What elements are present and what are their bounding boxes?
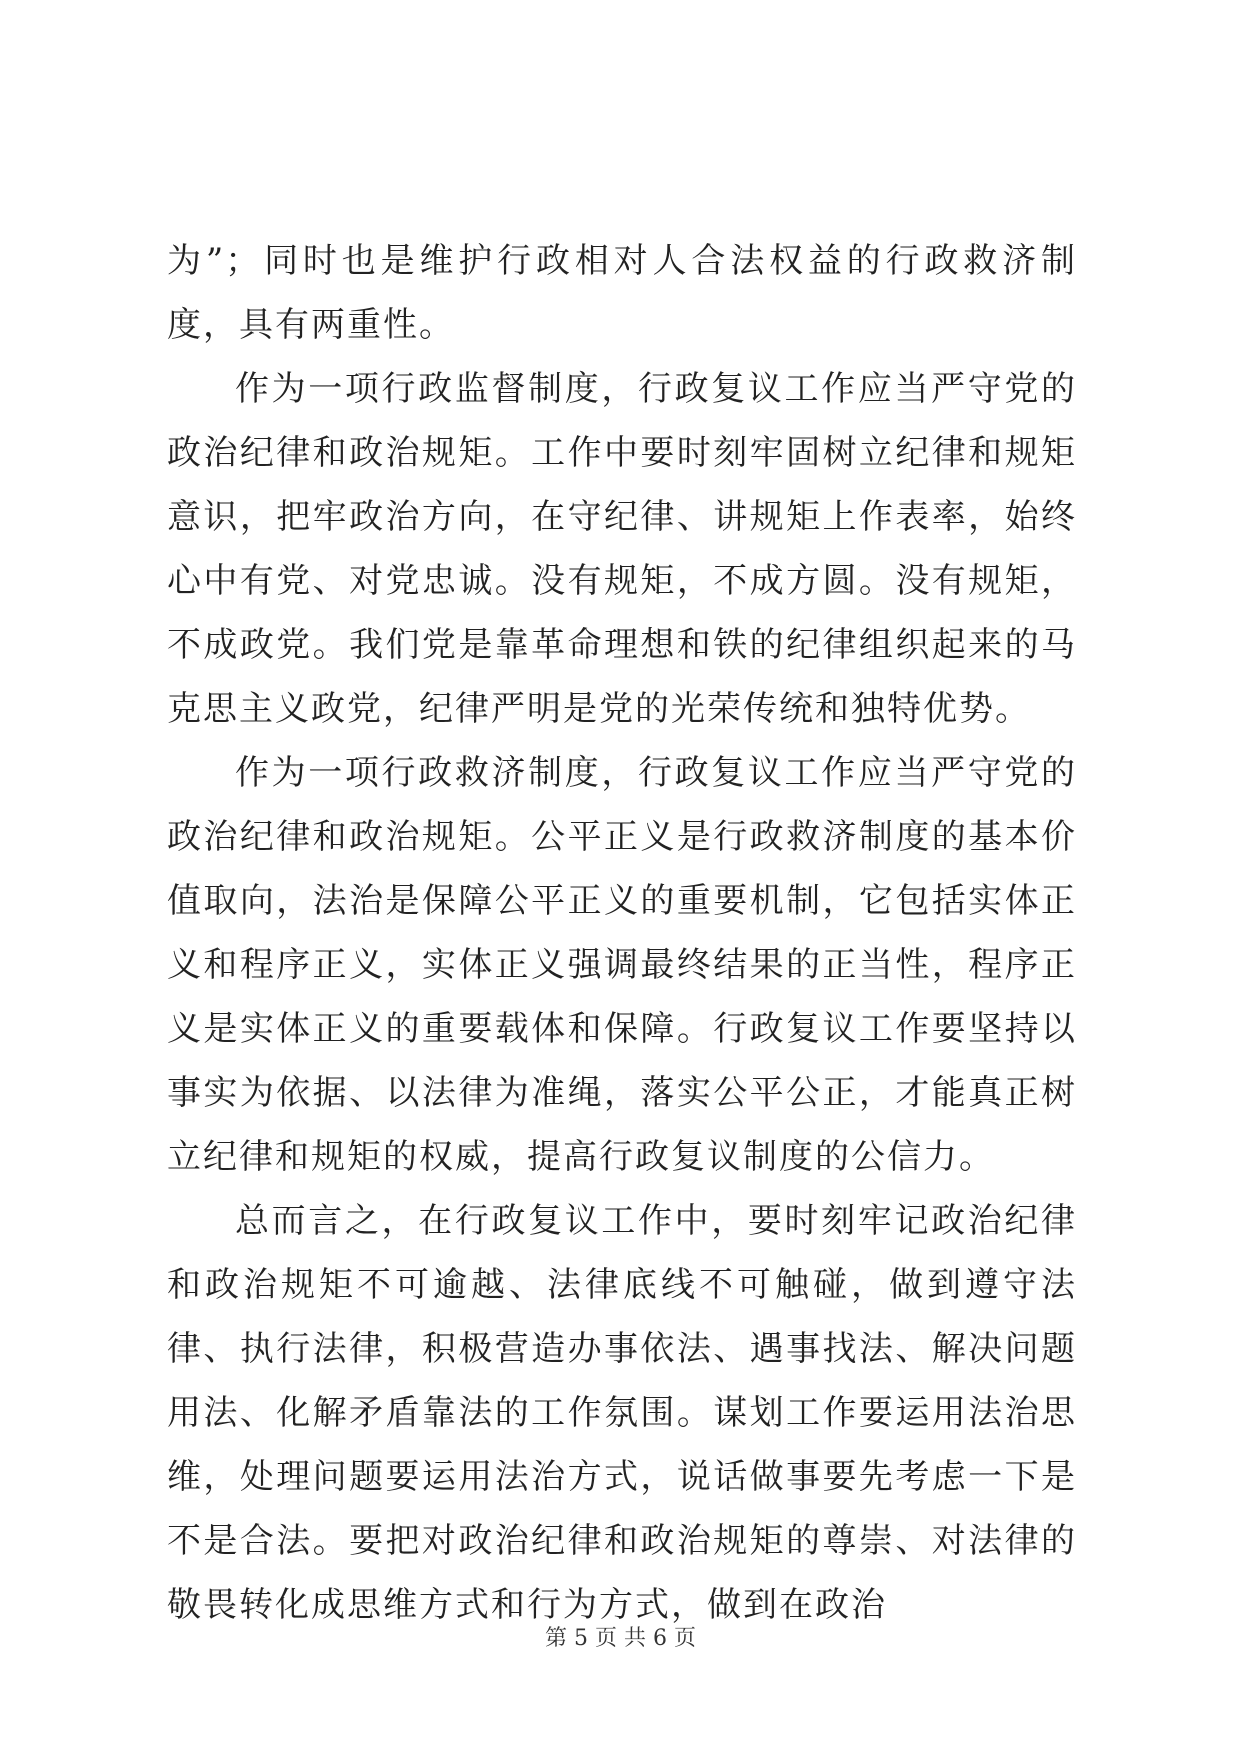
paragraph-3: 作为一项行政救济制度，行政复议工作应当严守党的政治纪律和政治规矩。公平正义是行政救济制度的基本价值取向，法治是保障公平正义的重要机制，它包括实体正义和程序正义，实体正义强调最终结果的正当性，程序正义是实体正义的重要载体和保障。行政复议工作要坚持以事实为依据、以法律为准绳，落实公平公正，才能真正树立纪律和规矩的权威，提高行政复议制度的公信力。 <box>167 753 1077 1177</box>
page-number-footer: 第 5 页 共 6 页 <box>545 1626 696 1651</box>
paragraph-1: 为”；同时也是维护行政相对人合法权益的行政救济制度，具有两重性。 <box>167 241 1077 345</box>
paragraph-4: 总而言之，在行政复议工作中，要时刻牢记政治纪律和政治规矩不可逾越、法律底线不可触碰，做到遵守法律、执行法律，积极营造办事依法、遇事找法、解决问题用法、化解矛盾靠法的工作氛围。谋划工作要运用法治思维，处理问题要运用法治方式，说话做事要先考虑一下是不是合法。要把对政治纪律和政治规矩的尊崇、对法律的敬畏转化成思维方式和行为方式，做到在政治 <box>167 1201 1077 1625</box>
paragraph-2: 作为一项行政监督制度，行政复议工作应当严守党的政治纪律和政治规矩。工作中要时刻牢固树立纪律和规矩意识，把牢政治方向，在守纪律、讲规矩上作表率，始终心中有党、对党忠诚。没有规矩，不成方圆。没有规矩，不成政党。我们党是靠革命理想和铁的纪律组织起来的马克思主义政党，纪律严明是党的光荣传统和独特优势。 <box>167 369 1077 729</box>
document-body <box>167 229 1077 1637</box>
